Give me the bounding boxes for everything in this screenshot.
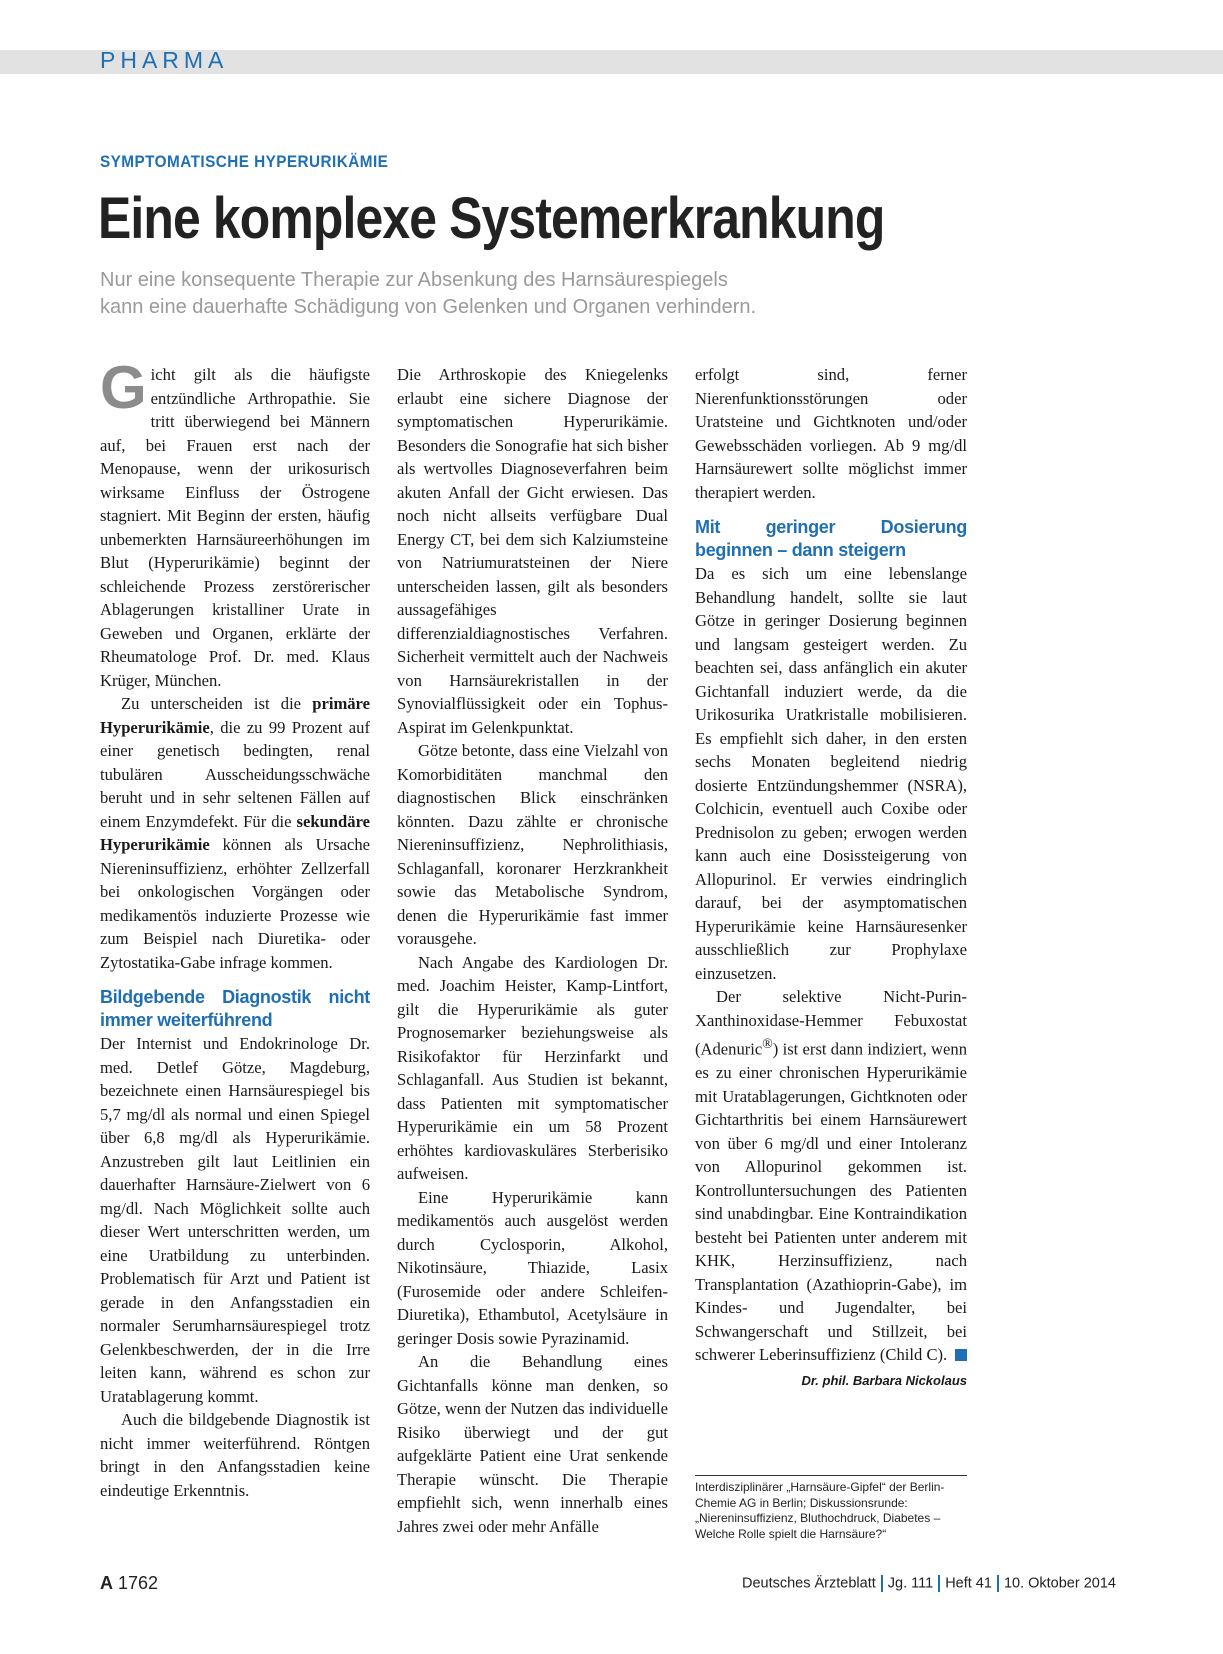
source-note: Interdisziplinärer „Harnsäure-Gipfel“ der Berlin-Chemie AG in Berlin; Diskussionsrunde: „Niereninsuffizienz, Bluthochdruck, Diabetes – Welche Rolle spielt die Harnsäure?“: [695, 1480, 945, 1541]
separator: [997, 1575, 999, 1592]
note-divider: [695, 1475, 967, 1476]
drop-cap: G: [100, 354, 147, 421]
paragraph: Nach Angabe des Kardiologen Dr. med. Joachim Heister, Kamp-Lintfort, gilt die Hyperurikämie als guter Prognosemarker beziehungsweise als Risikofaktor für Herzinfarkt und Schlaganfall. Aus Studien ist bekannt, dass Patienten mit symptomatischer Hyperurikämie ein um 58 Prozent erhöhtes kardiovaskuläres Sterberisiko aufweisen.: [397, 952, 668, 1183]
paragraph-text: icht gilt als die häufigste entzündliche Arthropathie. Sie tritt überwiegend bei Männern auf, bei Frauen erst nach der Menopause, wenn der urikosurisch wirksame Einfluss der Östrogene stagniert. Mit Beginn der ersten, häufig unbemerkten Harnsäureerhöhungen im Blut (Hyperurikämie) beginnt der schleichende Prozess zerstörerischer Ablagerungen kristalliner Urate in Geweben und Organen, erklärte der Rheumatologe Prof. Dr. med. Klaus Krüger, München.: [100, 365, 370, 690]
page-title: Eine komplexe Systemerkrankung: [98, 186, 885, 251]
article-column-2: [397, 363, 668, 1538]
paragraph-split: An die Behandlung eines Gichtanfalls könne man denken, so Götze, wenn der Nutzen das individuelle Risiko überwiegt und der gut aufgeklärte Patient eine Urat senkende Therapie wünscht. Die Therapie empfiehlt sich, wenn innerhalb eines Jahres zwei oder mehr Anfälle: [397, 1352, 668, 1536]
paragraph-text: , die zu 99 Prozent auf einer genetisch bedingten, renal tubulären Ausscheidungsschwäche beruht und in sehr seltenen Fällen auf einem Enzymdefekt. Für die: [100, 717, 370, 831]
subheading: Mit geringer Dosierung beginnen – dann steigern: [695, 517, 967, 560]
lead-line: Nur eine konsequente Therapie zur Absenkung des Harnsäurespiegels: [100, 269, 728, 291]
paragraph-split: Auch die bildgebende Diagnostik ist nicht immer weiterführend. Röntgen bringt in den Anfangsstadien keine eindeutige Erkenntnis.: [100, 1410, 370, 1500]
paragraph: [100, 354, 370, 692]
bold-term: primäre Hyperurikämie: [100, 694, 370, 737]
paragraph: Da es sich um eine lebenslange Behandlung handelt, sollte sie laut Götze in geringer Dosierung beginnen und langsam gesteigert werden. Zu beachten sei, dass anfänglich ein akuter Gichtanfall induziert werde, da die Urikosurika Uratkristalle mobilisieren. Es empfiehlt sich daher, in den ersten sechs Monaten begleitend niedrig dosierte Entzündungshemmer (NSRA), Colchicin, eventuell auch Coxibe oder Prednisolon zu geben; erwogen werden kann auch eine Dosissteigerung von Allopurinol. Er verwies eindringlich darauf, bei der asymptomatischen Hyperurikämie keine Harnsäuresenker ausschließlich zur Prophylaxe einzusetzen.: [695, 564, 967, 983]
lead-line: kann eine dauerhafte Schädigung von Gelenken und Organen verhindern.: [100, 296, 757, 318]
paragraph-text: können als Ursache Niereninsuffizienz, erhöhter Zellzerfall bei onkologischen Vorgängen oder medikamentös induzierte Prozesse wie zum Beispiel nach Diuretika- oder Zytostatika-Gabe infrage kommen.: [100, 835, 370, 972]
journal-name: Deutsches Ärzteblatt: [741, 1575, 876, 1592]
separator: [881, 1575, 883, 1592]
journal-issue: Heft 41: [945, 1575, 992, 1592]
paragraph: [100, 692, 370, 974]
separator: [938, 1575, 940, 1592]
registered-mark: ®: [762, 1036, 773, 1051]
paragraph-text: Der selektive Nicht-Purin-Xanthinoxidase-Hemmer Febuxostat (Adenuric: [695, 987, 967, 1059]
paragraph-continued: Die Arthroskopie des Kniegelenks erlaubt eine sichere Diagnose der symptomatischen Hyperurikämie. Besonders die Sonografie hat sich bisher als wertvolles Diagnoseverfahren beim akuten Anfall der Gicht erwiesen. Das noch nicht allseits verfügbare Dual Energy CT, bei dem sich Kalziumsteine von Natriumuratsteinen der Niere unterscheiden lassen, gilt als besonders aussagefähiges differenzialdiagnostisches Verfahren. Sicherheit vermittelt auch der Nachweis von Harnsäurekristallen in der Synovialflüssigkeit oder ein Tophus-Aspirat im Gelenkpunktat.: [397, 365, 668, 737]
journal-info: [742, 1575, 1116, 1592]
paragraph-text: Zu unterscheiden ist die: [121, 694, 313, 713]
page-number: [100, 1573, 158, 1594]
paragraph-continued: erfolgt sind, ferner Nierenfunktionsstörungen oder Uratsteine und Gichtknoten und/oder Gewebsschäden vorliegen. Ab 9 mg/dl Harnsäurewert sollte möglichst immer therapiert werden.: [695, 365, 967, 502]
kicker: SYMPTOMATISCHE HYPERURIKÄMIE: [100, 152, 389, 171]
section-label: PHARMA: [100, 47, 229, 73]
paragraph: Eine Hyperurikämie kann medikamentös auch ausgelöst werden durch Cyclosporin, Alkohol, Nikotinsäure, Thiazide, Lasix (Furosemide oder andere Schleifen-Diuretika), Ethambutol, Acetylsäure in geringer Dosis sowie Pyrazinamid.: [397, 1187, 668, 1348]
article-column-3: [695, 363, 967, 1392]
paragraph-text: ) ist erst dann indiziert, wenn es zu einer chronischen Hyperurikämie mit Uratablagerungen, Gichtknoten oder Gichtarthritis bei einem Harnsäurewert von über 6 mg/dl und einer Intoleranz von Allopurinol gekommen ist. Kontrolluntersuchungen des Patienten sind unabdingbar. Eine Kontraindikation besteht bei Patienten unter anderem mit KHK, Herzinsuffizienz, nach Transplantation (Azathioprin-Gabe), im Kindes- und Jugendalter, bei Schwangerschaft und Stillzeit, bei schwerer Leberinsuffizienz (Child C).: [695, 1039, 967, 1365]
author-byline: Dr. phil. Barbara Nickolaus: [801, 1372, 967, 1388]
bold-term: sekundäre Hyperurikämie: [100, 811, 370, 854]
subheading: Bildgebende Diagnostik nicht immer weiterführend: [100, 987, 370, 1030]
page-prefix: A: [100, 1573, 113, 1593]
end-mark-icon: [955, 1349, 967, 1361]
journal-date: 10. Oktober 2014: [1003, 1575, 1116, 1592]
paragraph: Götze betonte, dass eine Vielzahl von Komorbiditäten manchmal den diagnostischen Blick einschränken könnten. Dazu zählte er chronische Niereninsuffizienz, Nephrolithiasis, Schlaganfall, koronarer Herzkrankheit sowie das Metabolische Syndrom, denen die Hyperurikämie fast immer vorausgehe.: [397, 741, 668, 948]
journal-volume: Jg. 111: [887, 1575, 934, 1592]
page-number-value: 1762: [118, 1573, 159, 1593]
paragraph: Der Internist und Endokrinologe Dr. med. Detlef Götze, Magdeburg, bezeichnete einen Harnsäurespiegel bis 5,7 mg/dl als normal und einen Spiegel über 6,8 mg/dl als Hyperurikämie. Anzustreben gilt laut Leitlinien ein dauerhafter Harnsäure-Zielwert von 6 mg/dl. Nach Möglichkeit sollte auch dieser Wert unterschritten werden, um eine Uratbildung zu unterbinden. Problematisch für Arzt und Patient ist gerade in den Anfangsstadien ein normaler Serumharnsäurespiegel trotz Gelenkbeschwerden, der in die Irre leiten kann, während es schon zur Uratablagerung kommt.: [100, 1034, 370, 1406]
paragraph: [695, 985, 967, 1367]
article-column-1: [100, 354, 370, 1502]
lead-paragraph: [100, 267, 1000, 321]
